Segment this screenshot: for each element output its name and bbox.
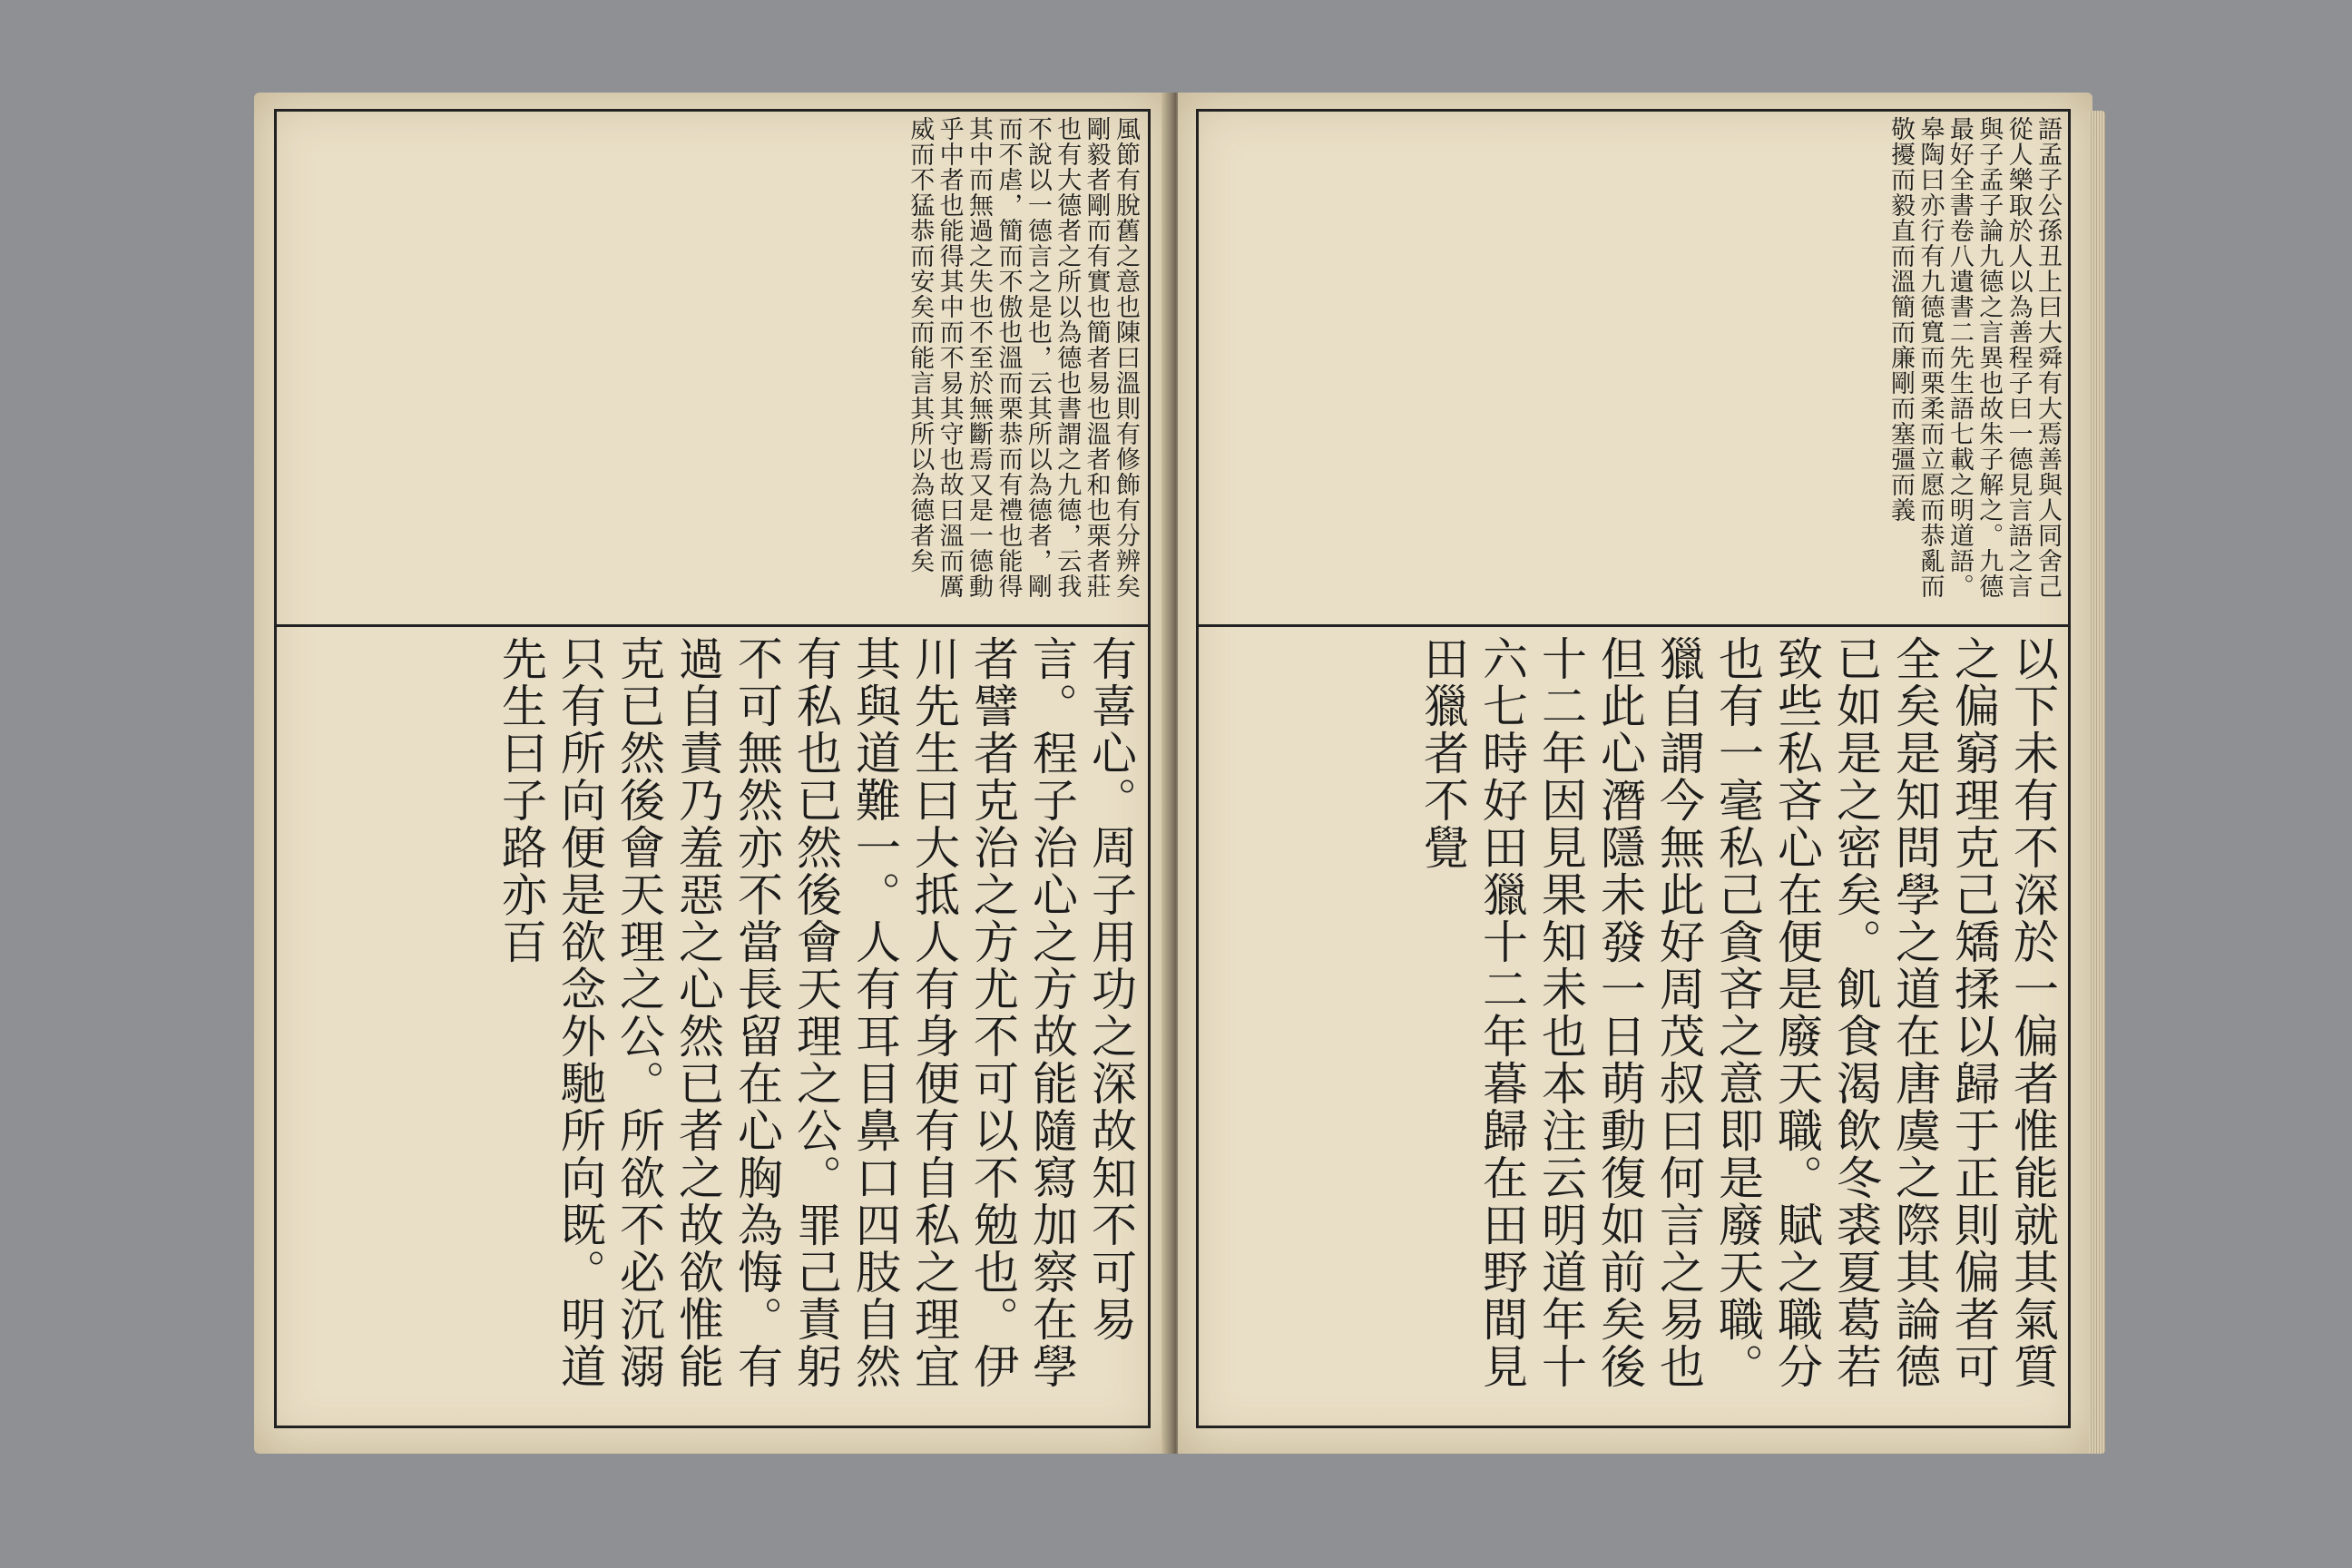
page-edge-stack — [2089, 111, 2105, 1454]
left-page-divider — [274, 624, 1148, 627]
left-page — [254, 93, 1169, 1454]
right-page — [1178, 93, 2092, 1454]
open-book — [254, 83, 2096, 1466]
right-lower-text: 以下未有不深於一偏者惟能就其氣質之偏窮理克己矯揉以歸于正則偏者可全矣是知問學之道在唐虞之際其論德已如是之密矣。飢食渴飲冬裘夏葛若致些私吝心在便是廢天職。賦之職分也有一毫私己貪吝之意即是廢天職。獵自謂今無此好周茂叔曰何言之易也但此心潛隱未發一日萌動復如前矣後十二年因見果知未也本注云明道年十六七時好田獵十二年暮歸在田野間見田獵者不覺 — [1416, 635, 2059, 1390]
right-page-divider — [1196, 624, 2068, 627]
right-upper-text: 語孟子公孫丑上曰大舜有大焉善與人同舍己從人樂取於人以為善程子曰一德見言語之言與子孟子論九德之言異也故朱子解之。九德最好全書卷八遺書二先生語七載之明道語。皋陶曰亦行有九德寬而栗柔而立愿而恭亂而敬擾而毅直而溫簡而廉剛而塞彊而義 — [1886, 116, 2062, 599]
left-lower-text: 有喜心。周子用功之深故知不可易言。程子治心之方故能隨寫加察在學者譬者克治之方尤不可以不勉也。伊川先生曰大抵人有身便有自私之理宜其與道難一。人有耳目鼻口四肢自然有私也已然後會天理之公。罪己責躬不可無然亦不當長留在心胸為悔。有過自責乃羞惡之心然已者之故欲惟能克已然後會天理之公。所欲不必沉溺只有所向便是欲念外馳所向既。明道先生曰子路亦百 — [495, 635, 1137, 1390]
left-upper-text: 風節有脫舊之意也陳曰溫則有修飾有分辨矣剛毅者剛而有實也簡者易也溫者和也栗者莊也有大德者之所以為德也書謂之九德，云我不說以一德言之是也，云其所以為德者，剛而不虐，簡而不傲也溫而栗恭而有禮也能得其中而無過之失也不至於無斷焉又是一德動乎中者也能得其中而不易其守也故曰溫而厲威而不猛恭而安矣而能言其所以為德者矣 — [906, 116, 1140, 599]
